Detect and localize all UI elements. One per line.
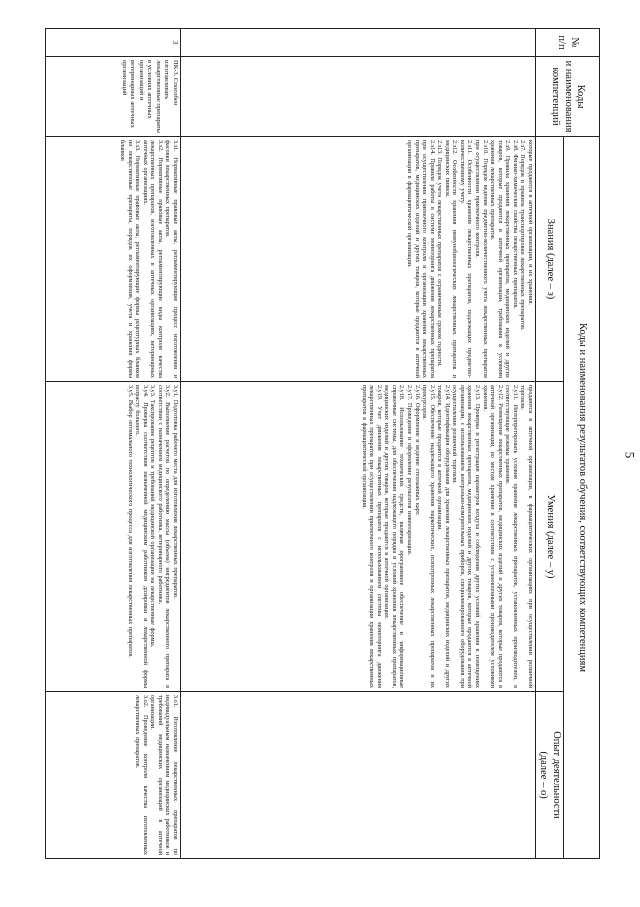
list-item: 2.у15. Обеспечение надлежащего хранения наркотических, психотропных лекарственных препаратов и их прекурсоров.	[421, 385, 436, 688]
knowledge-cell	[46, 137, 181, 382]
list-item: 2.у14. Идентификация оборудования для хранения лекарственных препаратов, медицинских изделий и других товаров, которые продаются в аптечной организации.	[436, 385, 451, 688]
row-number	[181, 29, 536, 57]
header-skills: Умения (далее – у)	[536, 382, 564, 692]
page-number: 5	[621, 451, 637, 459]
header-experience: Опыт деятельности (далее – о)	[536, 692, 564, 859]
skills-cell	[181, 382, 536, 692]
list-item: 3.о1. Изготовление лекарственных препаратов по индивидуальным назначениям медицинских работников и требований медицинских организаций в аптечной организации.	[149, 695, 179, 856]
list-item: 3.у3. Таксирование рецептов и требований медицинской организации на лекарственные формы.	[149, 385, 157, 648]
list-item: 2.з10. Порядок ведения предметно-количественного учета лекарственных препаратов при осуществлении приемочного контроля.	[474, 140, 489, 378]
list-item: 2.з8. Физико-химические свойства лекарственных препаратов.	[511, 140, 519, 309]
list-item: 2.у11. Интерпретировать условия хранения лекарственных препаратов, установленных производителем, в соответствующие режимы хранения.	[504, 385, 519, 688]
table-row	[46, 29, 181, 859]
skills-cell	[46, 382, 181, 692]
experience-cell	[181, 692, 536, 859]
competency-code	[181, 57, 536, 137]
list-item: 3.у5. Выбор оптимального технологического процесса для изготовления лекарственных препаратов.	[126, 385, 134, 658]
list-item: 2.з9. Правила хранения лекарственных препаратов, медицинских изделий и других товаров, которые продаются в аптечной организации, требования к условиям хранения лекарственных препаратов.	[489, 140, 512, 378]
list-item: 2.з12. Особенности хранения иммунобиологических лекарственных препаратов и медицинских пиявок.	[443, 140, 459, 378]
header-results-group: Коды и наименования результатов обучения, соответствующих компетенциям	[564, 137, 600, 859]
list-item: 2.у19. Учет движения лекарственных препаратов с использованием системы мониторинга движения лекарственных препаратов при осуществлении приемочного контроля и организации хранения лекарственных препаратов в фармацевтической организации.	[360, 385, 383, 688]
list-item: 3.у1. Подготовка рабочего места для изготовления лекарственных препаратов.	[172, 385, 179, 599]
list-item: 2.з13. Порядок учета лекарственных препаратов с ограниченным сроком годности.	[436, 140, 444, 367]
list-item: 2.у18. Использование технических средств, включая программное обеспечение и информационные справочные системы, для обеспечения надлежащего порядка и условий хранения лекарственных препаратов, медицинских изделий и других товаров, которые продаются в аптечной организации.	[383, 385, 406, 688]
list-item: 2.у13. Проверка и регистрация параметров воздуха и соблюдения других условий хранения в помещениях хранения лекарственных препаратов, медицинских изделий и других товаров, которые продаются в аптечной организации, с использованием контрольно-измерительных приборов, специализированного оборудования при осуществлении розничной торговли.	[451, 385, 482, 688]
header-codes: Коды и наименования компетенций	[536, 57, 600, 137]
competencies-table	[45, 28, 600, 859]
list-item: 3.у4. Проверка соответствия назначенной медицинским работником дозировки и лекарственной формы возрасту больного.	[134, 385, 149, 688]
header-num: № п/п	[536, 29, 600, 57]
list-item: 2.у16. Оформление и ведение стеллажных карт.	[413, 385, 421, 516]
list-item: 3.з2. Нормативные правовые акты, регламентирующие виды контроля качества лекарственных препаратов, изготовленных в аптечных организациях, ветеринарных аптечных организациях.	[141, 140, 164, 378]
list-item: 3.у2. Выполнение расчетов по определению массы (объема) ингредиентов лекарственного препарата в соответствии с назначением медицинского работника, ветеринарного работника.	[156, 385, 172, 688]
table-row	[181, 29, 536, 859]
list-item: 2.з11. Особенности хранения лекарственных препаратов, подлежащих предметно-количественному учету.	[458, 140, 474, 378]
header-row-1	[564, 29, 600, 859]
header-knowledge: Знания (далее – з)	[536, 137, 564, 382]
list-item: 2.з14. Правила работы в системе мониторинга движения лекарственных препаратов при осуществлении приемочного контроля и организации хранения лекарственных препаратов, медицинских изделий и других товаров, которые продаются в аптечной организации в фармацевтической организации.	[406, 140, 436, 378]
list-item: продаются в аптечной организации, в фармацевтических организациях при осуществлении розничной торговли.	[519, 385, 534, 688]
list-item: 3.о2. Проведение контроля качества изготовленных лекарственных препаратов.	[134, 695, 149, 856]
competency-code: ПК-3. Способен изготавливать лекарственные препараты в условиях аптечных организаций и ветеринарных аптечных организаций	[46, 57, 181, 137]
knowledge-cell	[181, 137, 536, 382]
list-item: которые продаются в аптечной организации, и их хранения.	[527, 140, 534, 305]
list-item: 2.у17. Проведение и оформление результатов инвентаризации.	[406, 385, 413, 556]
rotated-table-wrapper	[45, 28, 600, 858]
row-number: 3	[46, 29, 181, 57]
list-item: 3.з3. Нормативные правовые акты, регламентирующие формы рецептурных бланков на лекарственные препараты, порядок их оформления, учета и хранения формы бланков	[119, 140, 142, 378]
list-item: 2.з7. Порядок и правила транспортировки лекарственных препаратов.	[519, 140, 527, 331]
list-item: 2.у12. Размещение лекарственных препаратов, медицинских изделий и других товаров, которые продаются в аптечной организации, по местам хранения в соответствии с установленными производителем условиями хранения.	[481, 385, 504, 688]
experience-cell	[46, 692, 181, 859]
list-item: 3.з1. Нормативные правовые акты, регламентирующие процесс изготовления и фасовки лекарственных препаратов.	[164, 140, 179, 378]
header-row-2	[536, 29, 564, 859]
